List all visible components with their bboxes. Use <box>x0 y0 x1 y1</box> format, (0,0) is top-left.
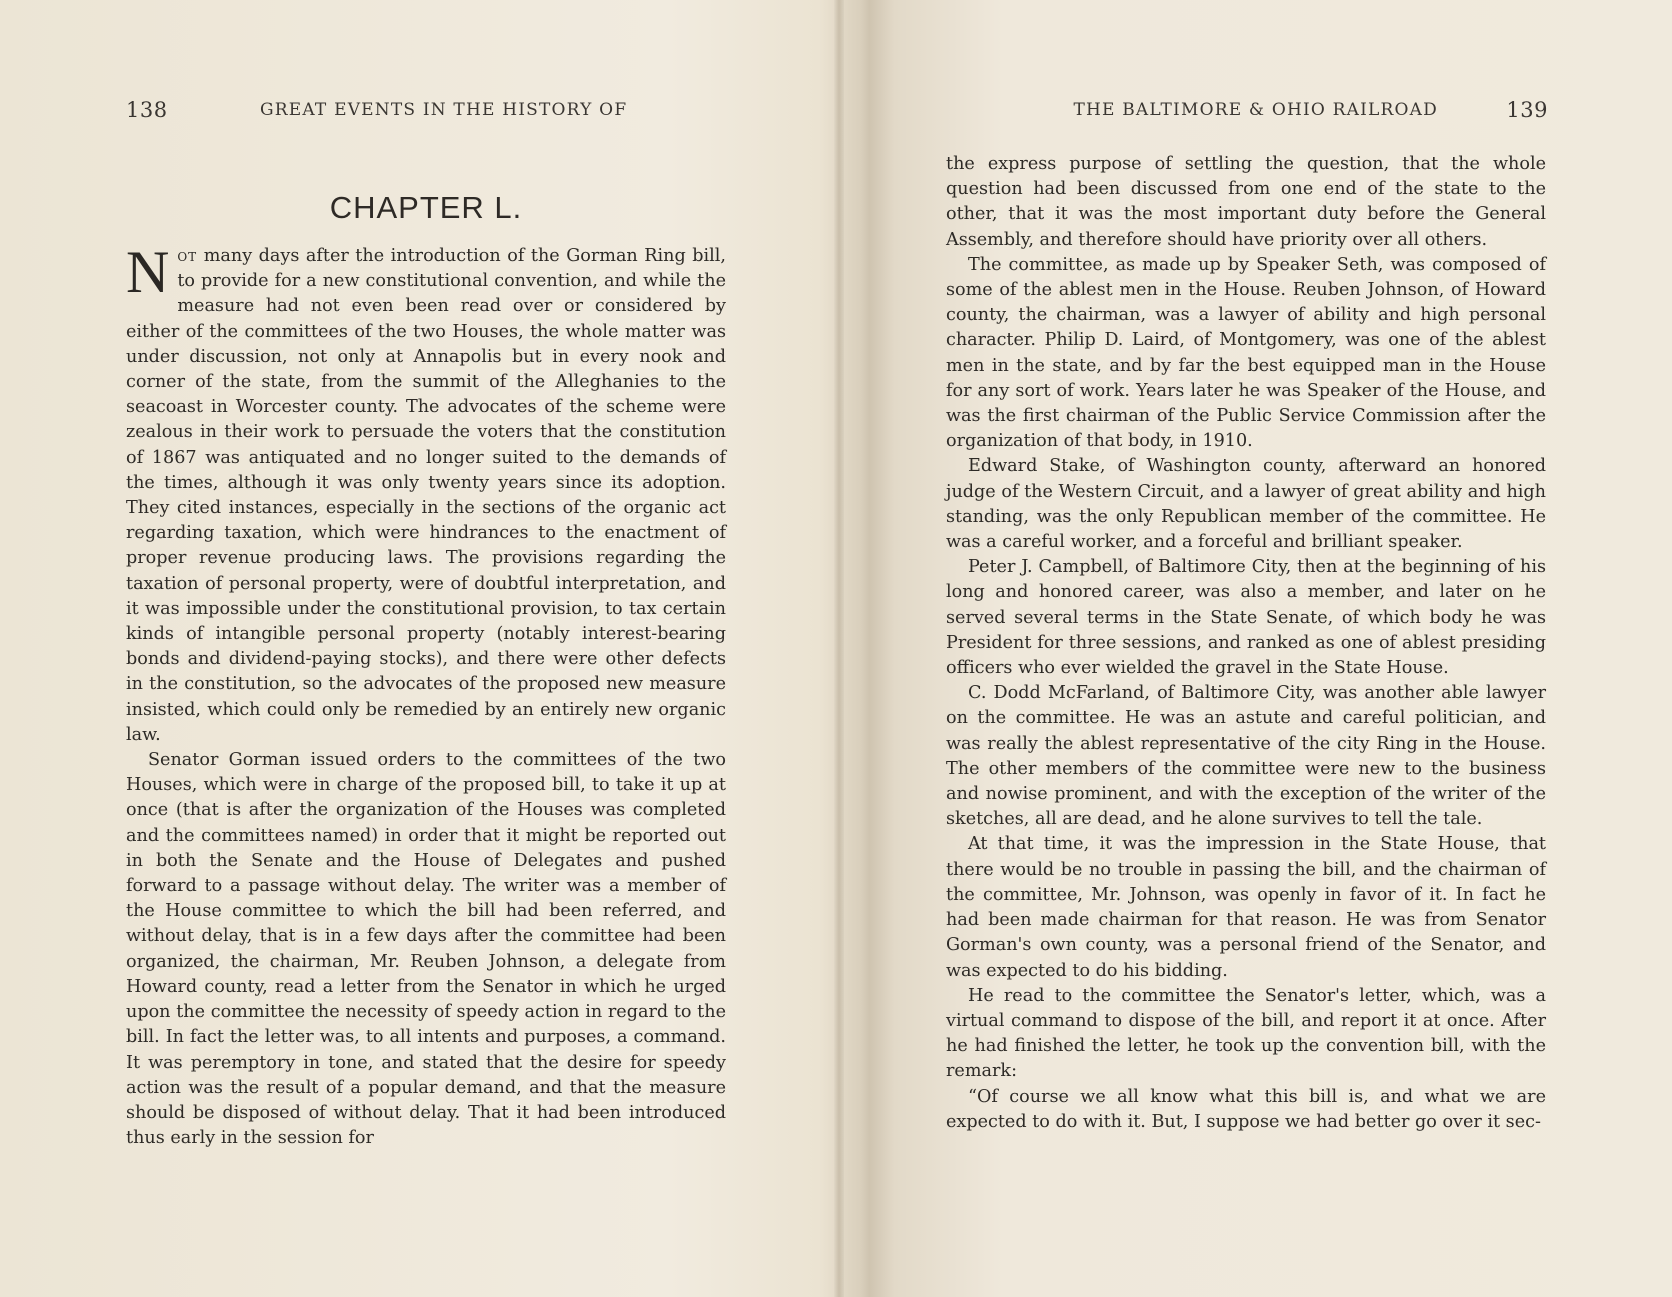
paragraph: C. Dodd McFarland, of Baltimore City, was another able lawyer on the committee. He was an astute and careful politician, and was really the ablest representative of the city Ring in the House. The other members of the committee were new to the business and nowise prominent, and with the exception of the writer of the sketches, all are dead, and he alone survives to tell the tale. <box>946 683 1546 830</box>
left-page-number: 138 <box>126 98 168 122</box>
right-running-head <box>946 98 1548 128</box>
right-page-number: 139 <box>1506 98 1548 122</box>
right-running-title: THE BALTIMORE & OHIO RAILROAD <box>1073 100 1438 120</box>
paragraph <box>126 239 726 748</box>
paragraph: Senator Gorman issued orders to the committees of the two Houses, which were in charge of the proposed bill, to take it up at once (that is after the organization of the Houses was completed and the committees named) in order that it might be reported out in both the Senate and the House of Delegates and pushed forward to a passage without delay. The writer was a member of the House committee to which the bill had been referred, and without delay, that is in a few days after the committee had been organized, the chairman, Mr. Reuben Johnson, a delegate from Howard county, read a letter from the Senator in which he urged upon the committee the necessity of speedy action in regard to the bill. In fact the letter was, to all intents and purposes, a command. It was peremptory in tone, and stated that the desire for speedy action was the result of a popular demand, and that the measure should be disposed of without delay. That it had been introduced thus early in the session for <box>126 750 726 1149</box>
right-page <box>844 0 1672 1297</box>
paragraph: At that time, it was the impression in the State House, that there would be no trouble in passing the bill, and the chairman of the committee, Mr. Johnson, was openly in favor of it. In fact he had been made chairman for that reason. He was from Senator Gorman's own county, was a personal friend of the Senator, and was expected to do his bidding. <box>946 834 1546 981</box>
drop-cap: N <box>126 239 170 305</box>
left-page-body <box>126 239 726 1151</box>
paragraph: He read to the committee the Senator's letter, which, was a virtual command to dispose of the bill, and report it at once. After he had finished the letter, he took up the convention bill, with the remark: <box>946 985 1546 1082</box>
paragraph: the express purpose of settling the question, that the whole question had been discussed from one end of the state to the other, that it was the most important duty before the General Assembly, and therefore should have priority over all others. <box>946 154 1546 250</box>
paragraph: Peter J. Campbell, of Baltimore City, then at the beginning of his long and honored career, was also a member, and later on he served several terms in the State Senate, of which body he was President for three sessions, and ranked as one of ablest presiding officers who ever wielded the gravel in the State House. <box>946 557 1546 679</box>
left-running-head <box>126 98 726 128</box>
right-page-body <box>946 152 1546 1135</box>
paragraph: The committee, as made up by Speaker Seth, was composed of some of the ablest men in the House. Reuben Johnson, of Howard county, the chairman, was a lawyer of ability and high personal character. Philip D. Laird, of Montgomery, was one of the ablest men in the state, and by far the best equipped man in the House for any sort of work. Years later he was Speaker of the House, and was the first chairman of the Public Service Commission after the organization of that body, in 1910. <box>946 254 1546 452</box>
left-running-title: GREAT EVENTS IN THE HISTORY OF <box>260 100 628 120</box>
paragraph: Edward Stake, of Washington county, afterward an honored judge of the Western Circuit, and a lawyer of great ability and high standing, was the only Republican member of the committee. He was a careful worker, and a forceful and brilliant speaker. <box>946 456 1546 553</box>
chapter-title: CHAPTER L. <box>329 190 523 225</box>
paragraph-text: many days after the introduction of the Gorman Ring bill, to provide for a new constitutional convention, and while the measure had not even been read over or considered by either of the committees of the two Houses, the whole matter was under discussion, not only at Annapolis but in every nook and corner of the state, from the summit of the Alleghanies to the seacoast in Worcester county. The advocates of the scheme were zealous in their work to persuade the voters that the constitution of 1867 was antiquated and no longer suited to the demands of the times, although it was only twenty years since its adoption. They cited instances, especially in the sections of the organic act regarding taxation, which were hindrances to the enactment of proper revenue producing laws. The provisions regarding the taxation of personal property, were of doubtful interpretation, and it was impossible under the constitutional provision, to tax certain kinds of intangible personal property (notably interest-bearing bonds and dividend-paying stocks), and there were other defects in the constitution, so the advocates of the proposed new measure insisted, which could only be remedied by an entirely new organic law. <box>126 246 726 745</box>
paragraph: “Of course we all know what this bill is, and what we are expected to do with it. But, I suppose we had better go over it sec- <box>946 1086 1546 1132</box>
opening-word: ot <box>177 246 198 266</box>
